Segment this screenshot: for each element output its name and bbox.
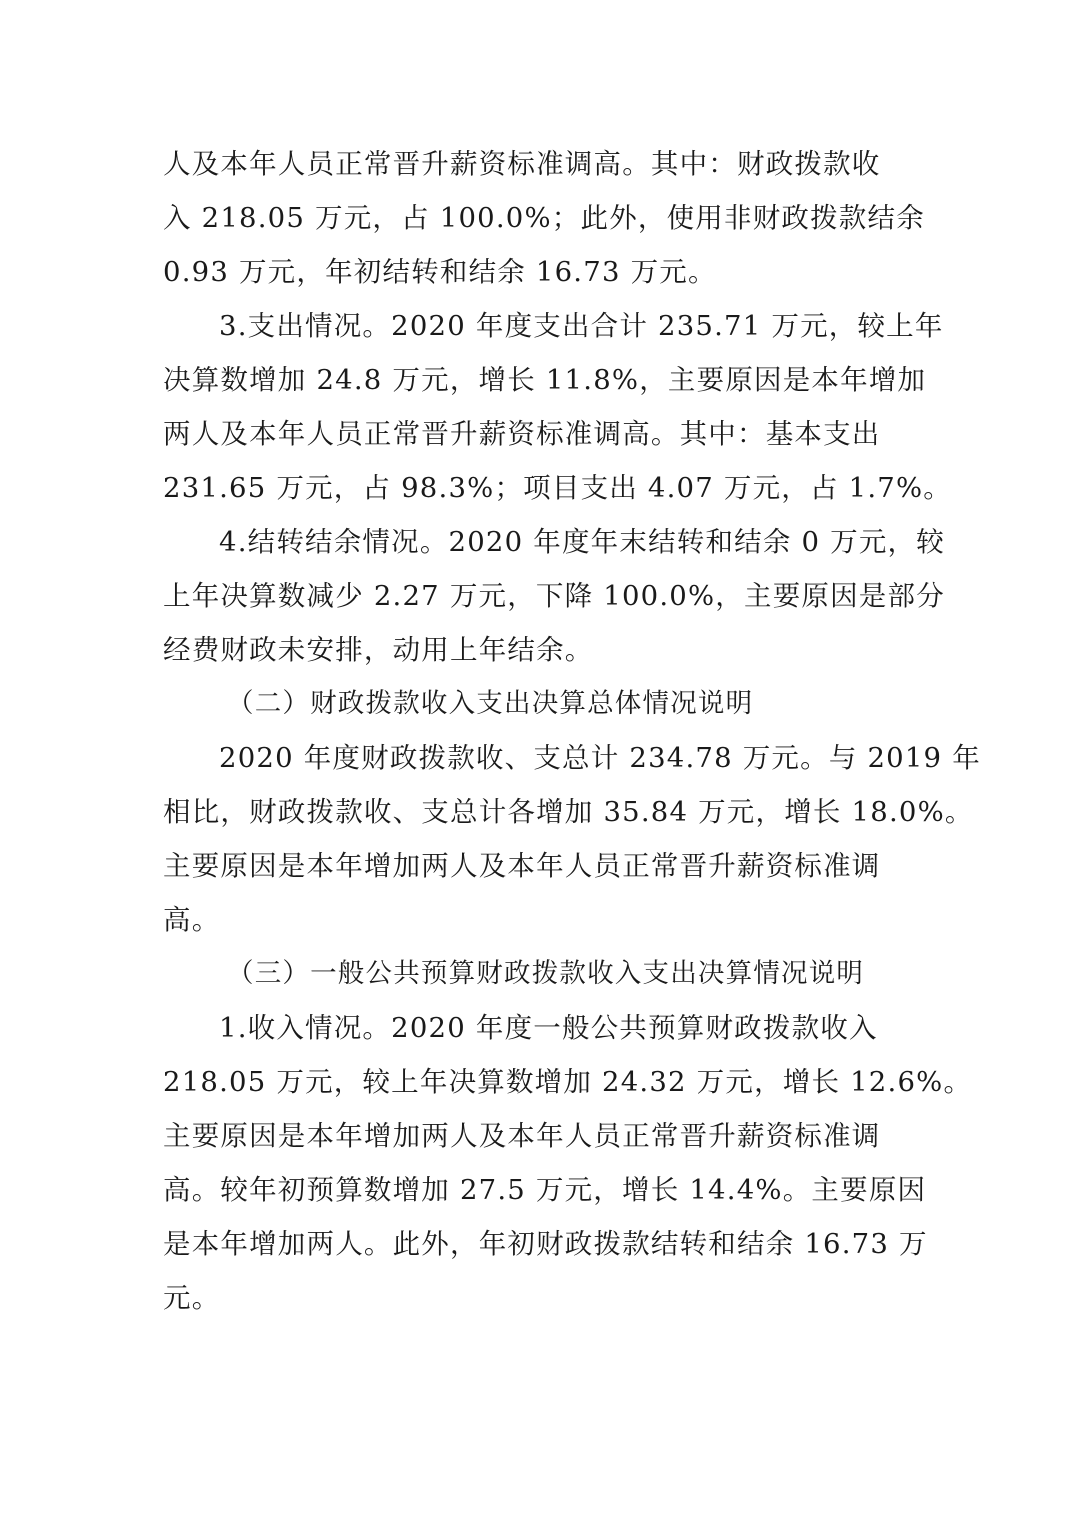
paragraph-line: 元。 — [163, 1282, 221, 1314]
paragraph-line: 0.93 万元，年初结转和结余 16.73 万元。 — [163, 256, 717, 288]
paragraph-line: 2020 年度财政拨款收、支总计 234.78 万元。与 2019 年 — [219, 742, 981, 774]
paragraph-line: 经费财政未安排，动用上年结余。 — [163, 634, 594, 666]
paragraph-line: 人及本年人员正常晋升薪资标准调高。其中：财政拨款收 — [163, 148, 881, 180]
section-heading: （二）财政拨款收入支出决算总体情况说明 — [227, 688, 754, 719]
paragraph-line: 4.结转结余情况。2020 年度年末结转和结余 0 万元，较 — [219, 526, 945, 558]
paragraph-line: 高。较年初预算数增加 27.5 万元，增长 14.4%。主要原因 — [163, 1174, 927, 1206]
paragraph-line: 高。 — [163, 904, 221, 936]
paragraph-line: 入 218.05 万元，占 100.0%；此外，使用非财政拨款结余 — [163, 202, 925, 234]
section-heading: （三）一般公共预算财政拨款收入支出决算情况说明 — [227, 958, 865, 989]
paragraph-line: 是本年增加两人。此外，年初财政拨款结转和结余 16.73 万 — [163, 1228, 928, 1260]
paragraph-line: 218.05 万元，较上年决算数增加 24.32 万元，增长 12.6%。 — [163, 1066, 973, 1098]
paragraph-line: 相比，财政拨款收、支总计各增加 35.84 万元，增长 18.0%。 — [163, 796, 974, 828]
paragraph-line: 决算数增加 24.8 万元，增长 11.8%，主要原因是本年增加 — [163, 364, 927, 396]
paragraph-line: 两人及本年人员正常晋升薪资标准调高。其中：基本支出 — [163, 418, 881, 450]
paragraph-line: 1.收入情况。2020 年度一般公共预算财政拨款收入 — [219, 1012, 878, 1044]
paragraph-line: 231.65 万元，占 98.3%；项目支出 4.07 万元，占 1.7%。 — [163, 472, 952, 504]
paragraph-line: 主要原因是本年增加两人及本年人员正常晋升薪资标准调 — [163, 1120, 881, 1152]
document-body — [163, 137, 981, 1325]
paragraph-line: 主要原因是本年增加两人及本年人员正常晋升薪资标准调 — [163, 850, 881, 882]
paragraph-line: 3.支出情况。2020 年度支出合计 235.71 万元，较上年 — [219, 310, 944, 342]
paragraph-line: 上年决算数减少 2.27 万元，下降 100.0%，主要原因是部分 — [163, 580, 945, 612]
